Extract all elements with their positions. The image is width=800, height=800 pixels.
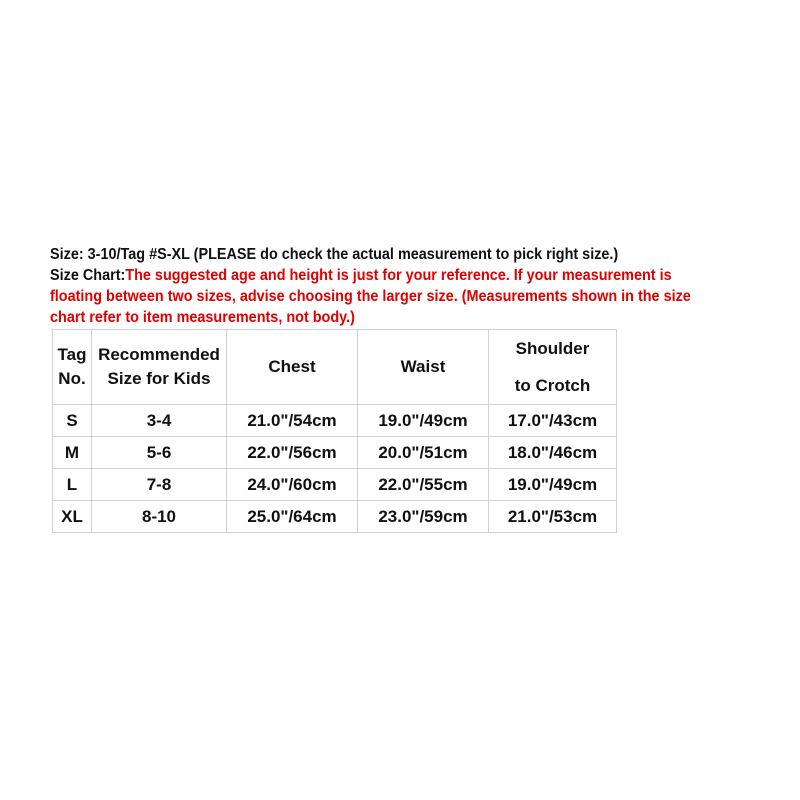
cell-tag: S [53,405,92,437]
cell-kids-size: 7-8 [92,469,227,501]
size-chart-note-3: chart refer to item measurements, not body.) [50,309,355,326]
cell-shoulder-to-crotch: 17.0"/43cm [489,405,617,437]
cell-chest: 21.0"/54cm [227,405,358,437]
header-tag-no: Tag No. [53,330,92,405]
cell-kids-size: 5-6 [92,437,227,469]
size-chart-note-1: The suggested age and height is just for your reference. If your measurement is [125,267,672,284]
size-line [50,244,720,265]
cell-waist: 22.0"/55cm [358,469,489,501]
cell-kids-size: 3-4 [92,405,227,437]
size-chart-line [50,265,720,286]
cell-chest: 24.0"/60cm [227,469,358,501]
header-chest: Chest [227,330,358,405]
header-waist: Waist [358,330,489,405]
size-chart-label: Size Chart: [50,267,126,284]
size-label: Size: [50,246,88,263]
cell-shoulder-to-crotch: 19.0"/49cm [489,469,617,501]
cell-waist: 20.0"/51cm [358,437,489,469]
cell-chest: 25.0"/64cm [227,501,358,533]
size-advice: do check the actual measurement to pick right size.) [256,246,619,263]
header-shoulder-to-crotch: Shoulder to Crotch [489,330,617,405]
size-chart-note-2: floating between two sizes, advise choosing the larger size. (Measurements shown in the size [50,288,691,305]
table-row [53,501,617,533]
size-value: 3-10/Tag #S-XL [87,246,194,263]
cell-waist: 23.0"/59cm [358,501,489,533]
table-row [53,469,617,501]
cell-tag: L [53,469,92,501]
cell-waist: 19.0"/49cm [358,405,489,437]
cell-kids-size: 8-10 [92,501,227,533]
table-row [53,405,617,437]
size-notes [50,244,720,328]
header-recommended-size: Recommended Size for Kids [92,330,227,405]
cell-tag: M [53,437,92,469]
size-table [52,329,617,533]
table-row [53,437,617,469]
cell-shoulder-to-crotch: 21.0"/53cm [489,501,617,533]
cell-shoulder-to-crotch: 18.0"/46cm [489,437,617,469]
size-emphasis: (PLEASE [193,246,257,263]
header-row [53,330,617,405]
cell-tag: XL [53,501,92,533]
cell-chest: 22.0"/56cm [227,437,358,469]
